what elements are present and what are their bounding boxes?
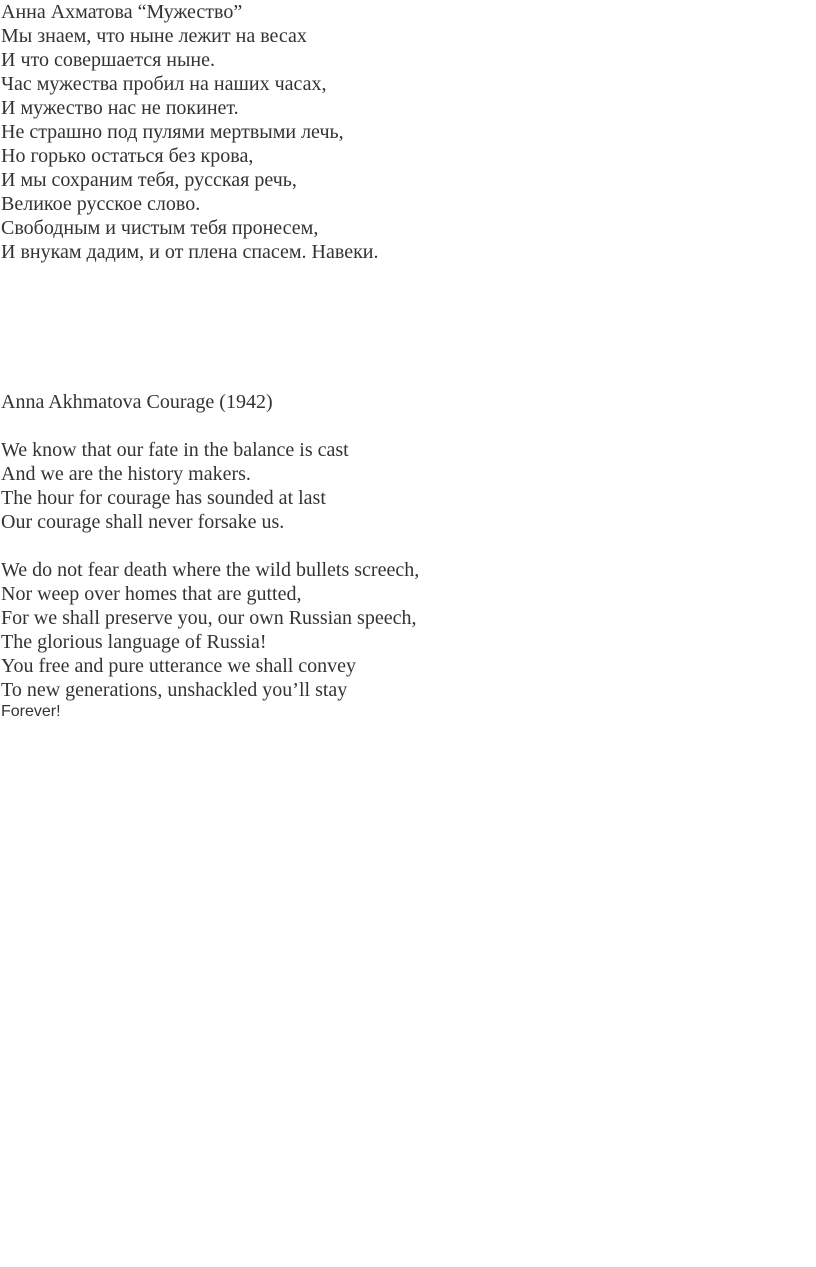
english-poem-line: The hour for courage has sounded at last [1,487,326,509]
english-poem [1,390,419,722]
russian-poem [1,0,379,264]
english-poem-line: The glorious language of Russia! [1,631,267,653]
english-poem-line: To new generations, unshackled you’ll stay [1,679,348,701]
russian-poem-line: И что совершается ныне. [1,49,215,71]
english-poem-final-line: Forever! [1,703,61,720]
english-poem-line: Our courage shall never forsake us. [1,511,285,533]
russian-poem-line: Свободным и чистым тебя пронесем, [1,217,319,239]
english-poem-line: We know that our fate in the balance is cast [1,439,349,461]
english-poem-line: You free and pure utterance we shall convey [1,655,357,677]
russian-poem-line: Великое русское слово. [1,193,201,215]
russian-poem-line: Мы знаем, что ныне лежит на весах [1,25,307,47]
russian-poem-line: И внукам дадим, и от плена спасем. Навеки. [1,241,379,263]
stanza-break [1,534,419,558]
english-poem-line: And we are the history makers. [1,463,251,485]
russian-poem-line: Но горько остаться без крова, [1,145,254,167]
russian-poem-title: Анна Ахматова “Мужество” [1,1,243,23]
english-poem-line: Nor weep over homes that are gutted, [1,583,302,605]
russian-poem-line: И мужество нас не покинет. [1,97,239,119]
russian-poem-line: Час мужества пробил на наших часах, [1,73,327,95]
english-poem-title: Anna Akhmatova Courage (1942) [1,391,273,413]
english-poem-line: We do not fear death where the wild bullets screech, [1,559,420,581]
stanza-break [1,414,419,438]
russian-poem-line: И мы сохраним тебя, русская речь, [1,169,297,191]
english-poem-line: For we shall preserve you, our own Russian speech, [1,607,417,629]
russian-poem-line: Не страшно под пулями мертвыми лечь, [1,121,344,143]
